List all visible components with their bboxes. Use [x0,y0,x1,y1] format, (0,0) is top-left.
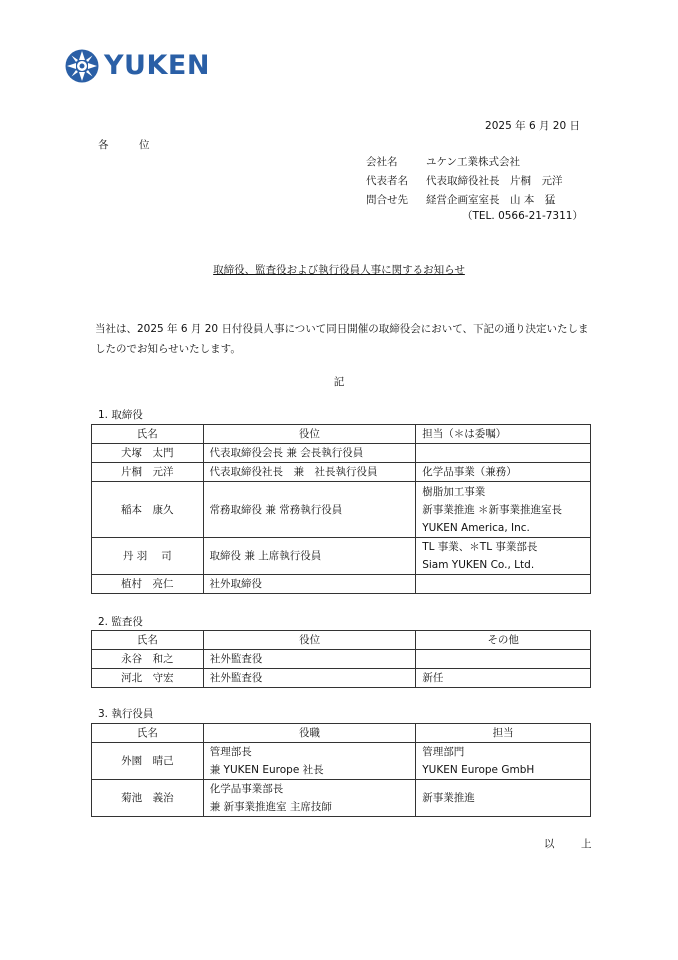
duty-line: YUKEN America, Inc. [422,521,530,534]
name-cell: 菊池 義治 [92,780,204,817]
table-header-row [92,631,591,650]
duty-cell [416,444,591,463]
duty-cell: 化学品事業（兼務） [416,463,591,482]
sender-value: 経営企画室室長 山 本 猛 [426,194,556,206]
position-line: 管理部長 [209,746,252,758]
column-header: 担当（＊は委嘱） [416,425,591,444]
name-cell: 植村 亮仁 [92,575,204,594]
name-cell: 外園 晴己 [92,743,204,780]
sender-value: ユケン工業株式会社 [426,156,520,168]
duty-line: 新事業推進 ＊新事業推進室長 [422,503,563,516]
position-cell: 社外監査役 [203,650,416,669]
column-header: 氏名 [92,631,204,650]
table-row [92,444,591,463]
sender-label: 問合せ先 [366,194,408,206]
name-cell: 犬塚 太門 [92,444,204,463]
section-directors-heading: 1. 取締役 [98,409,143,421]
duty-line: YUKEN Europe GmbH [422,764,535,776]
closing-mark: 以 上 [544,838,600,850]
document-title: 取締役、監査役および執行役員人事に関するお知らせ [213,264,465,276]
duty-cell: 新事業推進 [416,780,591,817]
position-cell: 代表取締役社長 兼 社長執行役員 [203,463,416,482]
table-header-row [92,724,591,743]
table-row [92,780,591,817]
position-cell: 取締役 兼 上席執行役員 [203,538,416,575]
duty-line: 樹脂加工事業 [422,485,486,498]
column-header: 役位 [203,425,416,444]
other-cell: 新任 [416,669,591,688]
position-line: 化学品事業部長 [209,783,284,795]
duty-line: Siam YUKEN Co., Ltd. [422,559,535,571]
position-cell: 常務取締役 兼 常務執行役員 [203,482,416,538]
duty-cell [416,575,591,594]
sender-label: 代表者名 [366,175,408,187]
executive-officers-table [91,723,591,817]
table-row [92,743,591,780]
name-cell: 片桐 元洋 [92,463,204,482]
company-logo [64,48,228,84]
column-header: 役職 [203,724,416,743]
position-cell: 社外監査役 [203,669,416,688]
other-cell [416,650,591,669]
duty-cell [416,538,591,575]
position-cell [203,780,416,817]
duty-line: TL 事業、＊TL 事業部長 [422,541,538,553]
position-cell: 社外取締役 [203,575,416,594]
position-line: 兼 YUKEN Europe 社長 [209,764,324,776]
contact-tel: （TEL. 0566-21-7311） [462,210,583,222]
section-auditors-heading: 2. 監査役 [98,616,143,628]
column-header: 役位 [203,631,416,650]
table-header-row [92,425,591,444]
sender-company-row [366,153,563,172]
duty-cell [416,743,591,780]
addressee: 各 位 [98,139,160,151]
duty-line: 管理部門 [422,746,465,758]
table-row [92,650,591,669]
auditors-table [91,630,591,688]
sender-block [366,153,563,210]
name-cell: 丹 羽 司 [92,538,204,575]
table-row [92,575,591,594]
position-cell [203,743,416,780]
sender-value: 代表取締役社長 片桐 元洋 [426,175,563,187]
logo-text: YUKEN [104,50,210,81]
column-header: 氏名 [92,425,204,444]
column-header: 氏名 [92,724,204,743]
yuken-emblem-icon [64,48,100,84]
name-cell: 稲本 康久 [92,482,204,538]
position-line: 兼 新事業推進室 主席技師 [209,801,332,813]
directors-table [91,424,591,594]
table-row [92,463,591,482]
section-executive-officers-heading: 3. 執行役員 [98,708,154,720]
name-cell: 河北 守宏 [92,669,204,688]
duty-cell [416,482,591,538]
name-cell: 永谷 和之 [92,650,204,669]
table-row [92,669,591,688]
column-header: 担当 [416,724,591,743]
table-row [92,482,591,538]
column-header: その他 [416,631,591,650]
table-row [92,538,591,575]
sender-representative-row [366,172,563,191]
document-date: 2025 年 6 月 20 日 [485,120,580,132]
position-cell: 代表取締役会長 兼 会長執行役員 [203,444,416,463]
sender-label: 会社名 [366,156,398,168]
body-paragraph: 当社は、2025 年 6 月 20 日付役員人事について同日開催の取締役会において、下記の通り決定いたしましたのでお知らせいたします。 [95,323,589,355]
ki-marker: 記 [333,376,345,388]
